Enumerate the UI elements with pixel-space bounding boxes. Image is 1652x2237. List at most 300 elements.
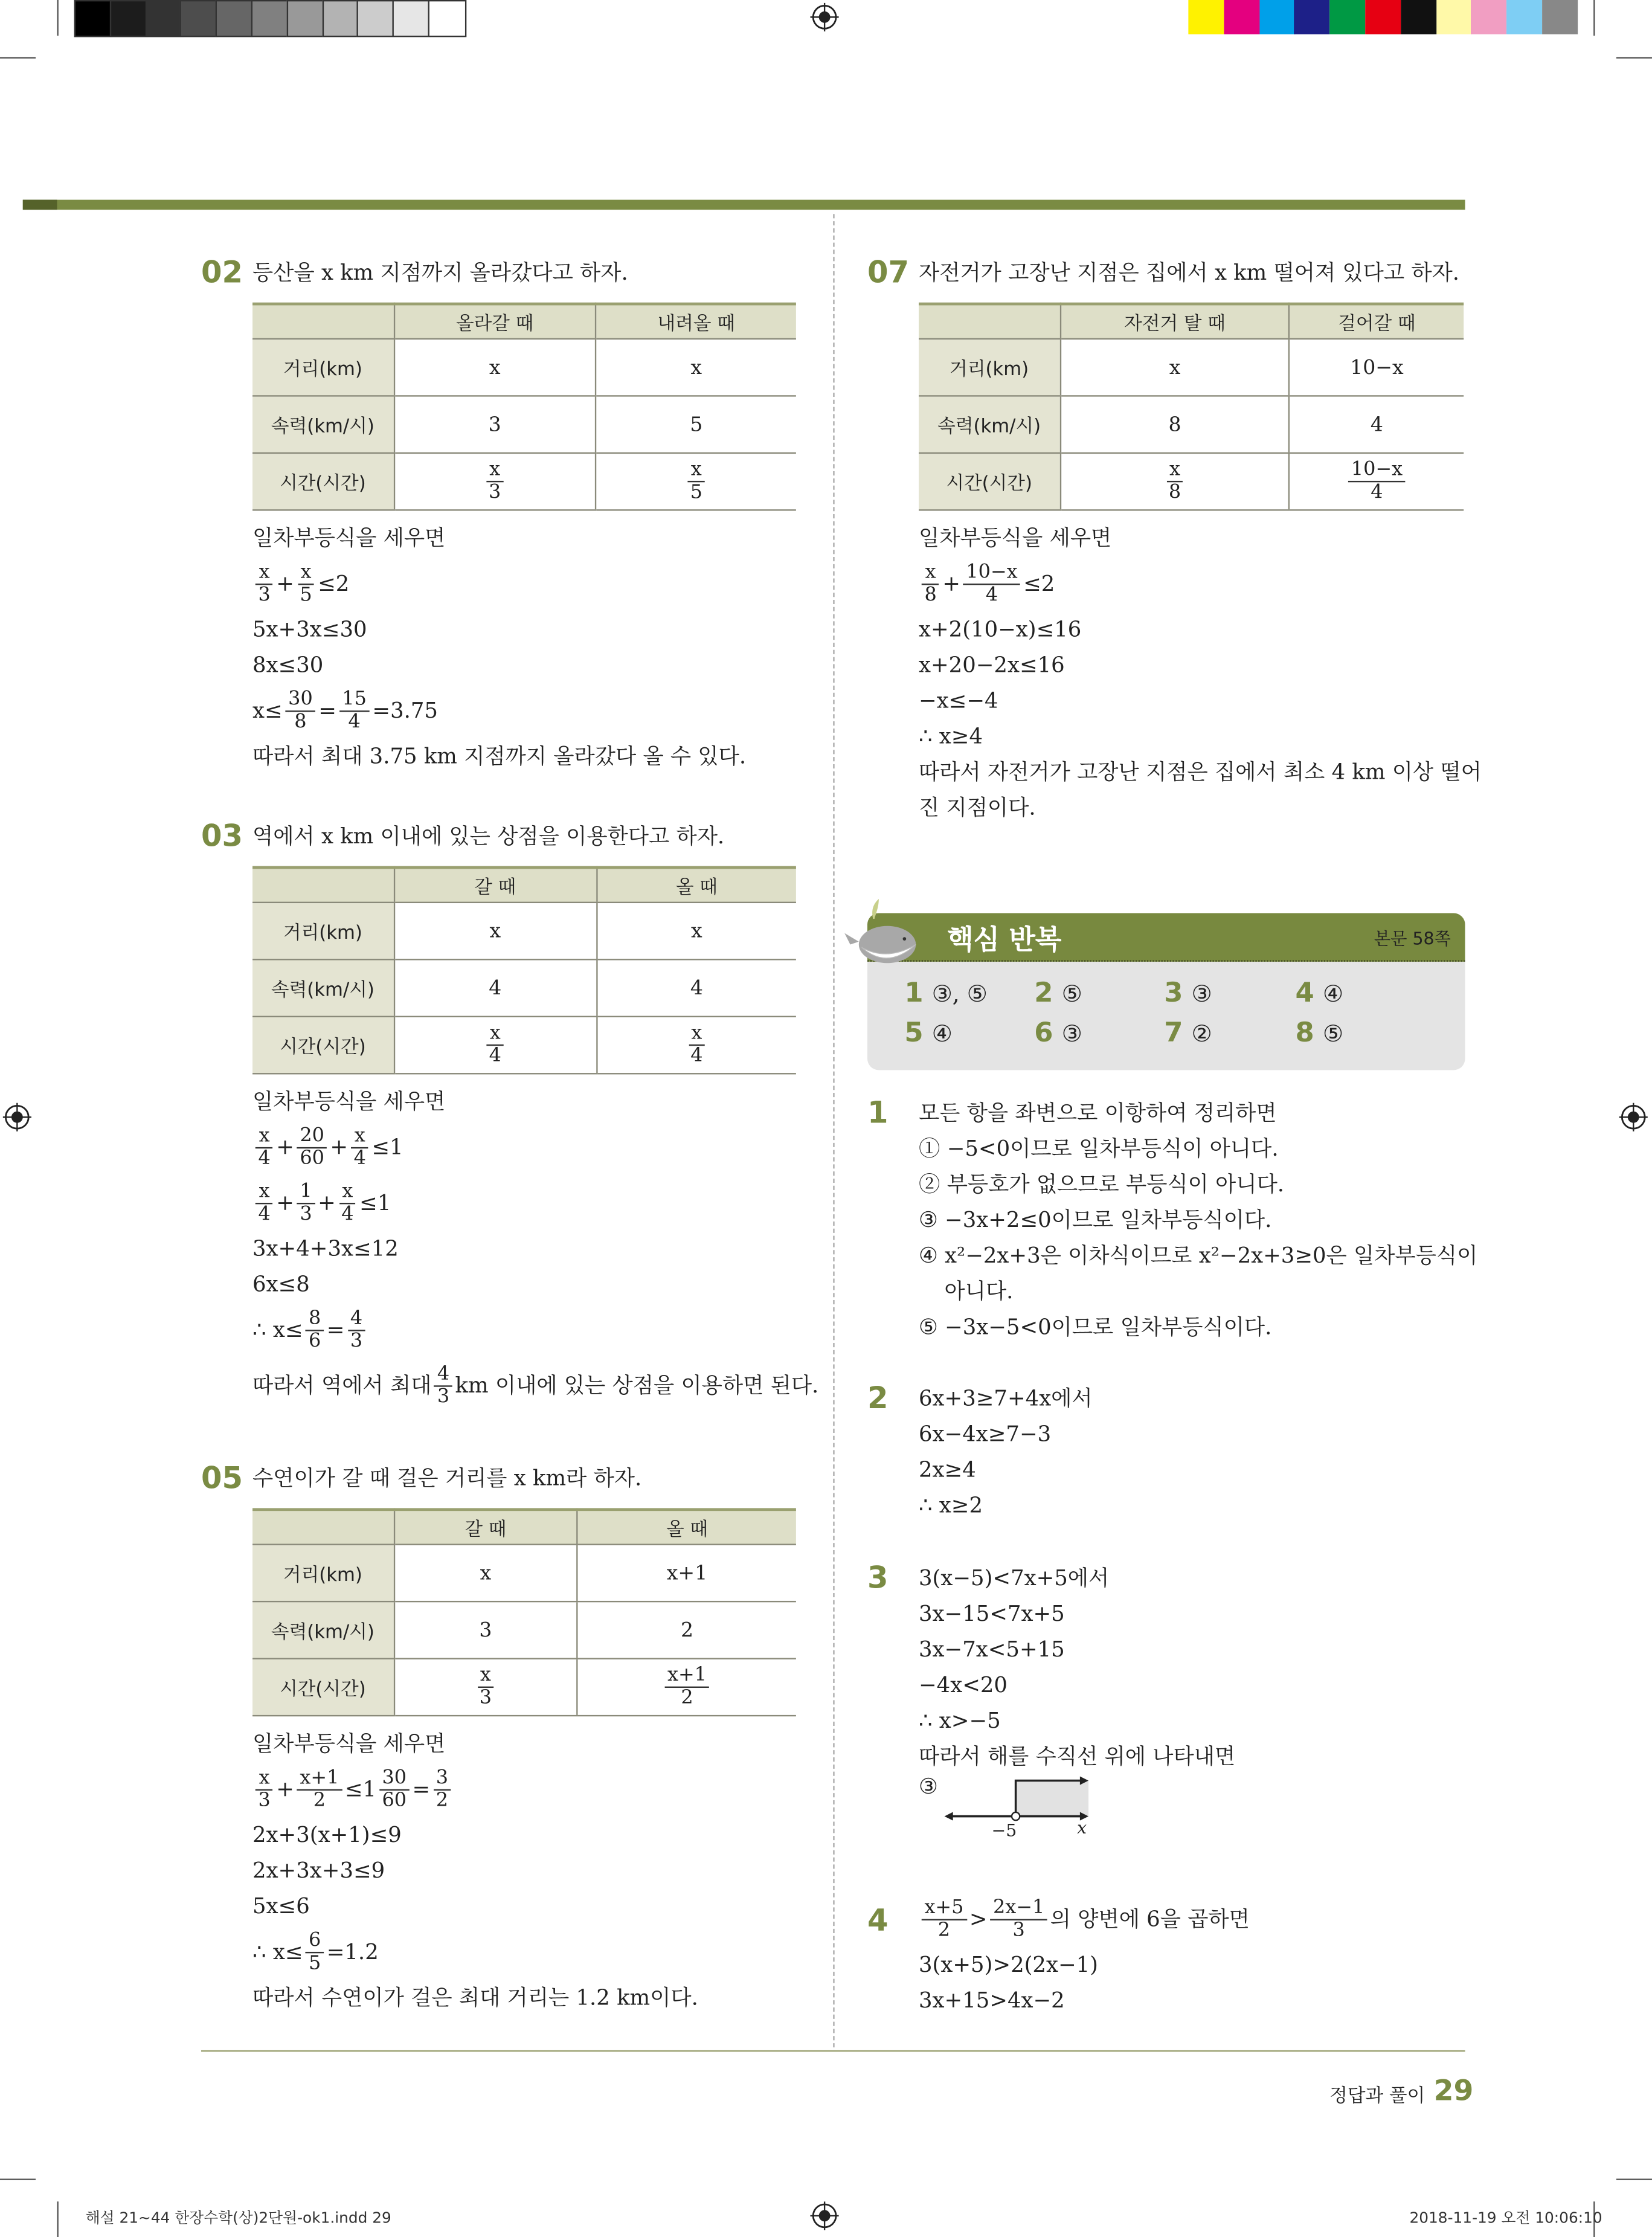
math-text: x+20−2x≤16 [918,652,1065,678]
math-text: 일차부등식을 세우면 [252,1089,446,1115]
color-swatch [1330,0,1366,34]
row-label: 거리(km) [919,339,1061,396]
answer-number: 1 [904,977,924,1009]
math-text: =1.2 [326,1939,379,1965]
row-label: 시간(시간) [919,453,1061,510]
solution-steps [919,1561,1235,1775]
answer-choice: ④ [931,1020,953,1048]
gray-swatch [109,0,148,37]
math-text: 모든 항을 좌변으로 이항하여 정리하면 [918,1099,1277,1126]
math-text: 3x−15<7x+5 [918,1600,1065,1627]
numerator: x+1 [297,1768,342,1791]
footer-label: 정답과 풀이 [1329,2085,1425,2108]
fraction [297,1182,315,1226]
table-row [252,903,796,959]
solution-line [919,683,1482,719]
math-text: 2x+3x+3≤9 [252,1858,385,1884]
answer-choice: ⑤ [1061,980,1082,1008]
problem-number: 03 [201,819,243,854]
fraction [256,562,274,607]
solution-line [919,1203,1477,1238]
registration-mark-icon [1619,1103,1648,1131]
problem-setup: 등산을 x km 지점까지 올라갔다고 하자. [252,259,628,286]
numerator: 30 [285,689,315,712]
crop-mark [1616,2178,1652,2180]
denominator: 3 [489,480,501,504]
numerator: x [486,459,503,482]
fraction [285,689,315,733]
gray-swatch [74,0,113,37]
denominator: 8 [924,583,937,607]
solution-line [919,612,1482,648]
problem-number: 2 [867,1381,889,1415]
problem-number: 07 [867,255,910,290]
solution-line [919,1892,1250,1948]
fraction [256,1768,274,1812]
answer-choice: ③ [1191,980,1212,1008]
numerator: x [477,1665,493,1688]
solution-line [919,648,1482,683]
table-row [252,1659,796,1716]
column-header: 걸어갈 때 [1290,304,1464,339]
math-text: 아니다. [944,1278,1014,1304]
solution-line [919,1417,1093,1452]
denominator: 3 [479,1686,492,1710]
registration-mark-icon [811,2201,839,2230]
row-label: 거리(km) [252,339,394,396]
denominator: 3 [1012,1919,1025,1942]
math-text: ∴ x>−5 [918,1708,1001,1734]
solution-line [252,1925,698,1980]
column-header: 갈 때 [394,1510,577,1545]
solution-line [252,739,746,774]
denominator: 3 [350,1330,363,1353]
math-text: x+2(10−x)≤16 [918,616,1082,642]
math-text: 3x+15>4x−2 [918,1987,1065,2013]
table-row [919,396,1464,452]
solution-line [252,1176,818,1231]
column-header [252,304,394,339]
table-header-row [252,304,796,339]
numerator: x [339,1182,356,1205]
math-text: + [942,570,960,597]
answer-choice: ④ [1322,980,1343,1008]
color-swatch [1365,0,1401,34]
gray-swatch [322,0,361,37]
math-text: = [318,697,336,724]
color-swatch [1507,0,1543,34]
denominator: 3 [258,583,271,607]
solution-line [919,521,1482,556]
solution-line [252,612,746,648]
math-text: + [276,1189,294,1216]
data-table [252,1508,796,1716]
fraction [347,1308,365,1353]
table-row [252,959,796,1016]
answer-choice: ⑤ [1322,1020,1343,1048]
denominator: 5 [690,480,702,504]
answer-number: 3 [1164,977,1183,1009]
color-swatch [1436,0,1471,34]
math-text: 2x+3(x+1)≤9 [252,1822,402,1848]
solution-region [1016,1781,1088,1817]
fraction [339,1182,357,1226]
math-text: ∴ x≥2 [918,1492,983,1518]
solution-line [252,648,746,683]
math-text: x [489,356,501,379]
math-text: 4 [1370,413,1383,436]
fraction [486,459,504,503]
axis-label: x [1077,1817,1087,1838]
solution-steps [919,1096,1477,1345]
denominator: 2 [435,1789,449,1812]
solution-line [919,1597,1235,1632]
table-cell [394,959,597,1016]
column-header: 갈 때 [394,867,597,903]
math-text: 5 [690,413,703,436]
gray-swatch [145,0,184,37]
math-text: =3.75 [372,697,438,724]
denominator: 4 [985,583,998,607]
fraction [922,1897,966,1942]
solution-line [919,1632,1235,1668]
numerator: 10−x [963,562,1021,585]
choice-label: ③ [918,1773,938,1800]
fraction [306,1308,324,1353]
math-text: + [276,1776,294,1802]
fraction [434,1364,452,1408]
math-text: 일차부등식을 세우면 [252,1730,446,1757]
row-label: 속력(km/시) [919,396,1061,452]
fraction [256,1182,274,1226]
math-text: 2x≥4 [918,1456,976,1482]
answer-number: 4 [1295,977,1314,1009]
table-cell [394,903,597,959]
answer-item [1034,977,1082,1009]
table-cell [596,396,795,452]
denominator: 4 [353,1147,366,1170]
denominator: 5 [308,1951,321,1975]
table-row [919,453,1464,510]
row-label: 속력(km/시) [252,959,394,1016]
answer-number: 5 [904,1017,924,1049]
math-text: 의 양변에 6을 곱하면 [1050,1906,1250,1932]
solution-line [919,1668,1235,1704]
color-swatch [1259,0,1295,34]
table-cell [596,339,795,396]
fraction [922,562,940,607]
math-text: ≤1 [371,1134,403,1160]
solution-line [252,1120,818,1176]
solution-line [919,1948,1250,1983]
denominator: 4 [489,1044,501,1067]
solution-steps [919,1892,1250,2019]
solution-steps [919,1381,1093,1524]
column-header: 올라갈 때 [394,304,596,339]
math-text: x [489,919,501,942]
row-label: 시간(시간) [252,1017,394,1073]
fraction [687,1023,705,1067]
table-header-row [919,304,1464,339]
math-text: ② 부등호가 없으므로 부등식이 아니다. [918,1171,1285,1197]
answer-choice: ③ [1061,1020,1082,1048]
math-text: + [276,1134,294,1160]
row-label: 시간(시간) [252,453,394,510]
math-text: 6x≤8 [252,1271,310,1297]
numerator: x [922,562,939,585]
math-text: 8 [1168,413,1181,436]
table-cell [394,339,596,396]
problem-number: 4 [867,1903,889,1938]
math-text: x [480,1561,492,1585]
math-text: = [412,1776,431,1802]
math-text: 따라서 해를 수직선 위에 나타내면 [918,1743,1236,1769]
color-swatch [1224,0,1259,34]
solution-line [252,556,746,612]
math-text: + [318,1189,336,1216]
table-cell [577,1545,796,1601]
color-swatch [1401,0,1436,34]
answer-item [1164,1017,1212,1049]
numerator: x [352,1125,368,1148]
math-text: x≤ [252,697,283,724]
denominator: 3 [258,1789,271,1812]
math-text: 5x≤6 [252,1893,310,1919]
solution-line [919,1310,1477,1345]
table-cell [1061,396,1290,452]
numerator: x [256,1768,272,1791]
solution-line [919,1561,1235,1597]
fraction [486,1023,504,1067]
math-text: x [691,919,702,942]
table-cell [1061,339,1290,396]
table-row [252,339,796,396]
math-text: −x≤−4 [918,687,998,713]
footer-rule [201,2050,1465,2052]
solution-line [919,1739,1235,1775]
column-header: 올 때 [577,1510,796,1545]
solution-line [252,1267,818,1302]
math-text: 따라서 역에서 최대 [252,1373,432,1399]
denominator: 2 [313,1789,326,1812]
problem-setup: 역에서 x km 이내에 있는 상점을 이용한다고 하자. [252,823,725,849]
math-text: > [969,1906,988,1932]
math-text: ③ −3x+2≤0이므로 일차부등식이다. [918,1207,1272,1233]
answer-number: 8 [1295,1017,1314,1049]
header-rule [23,200,1465,210]
denominator: 3 [300,1202,312,1226]
table-cell [394,1601,577,1658]
table-cell [394,453,596,510]
solution-steps [252,521,746,774]
denominator: 8 [294,710,307,733]
fraction [339,689,370,733]
review-answers-box [867,913,1465,1070]
math-text: + [276,570,294,597]
numerator: 8 [306,1308,324,1331]
solution-line [919,1983,1250,2019]
answer-item [904,977,987,1009]
answer-item [1164,977,1212,1009]
math-text: ∴ x≥4 [918,723,983,749]
solution-line [919,1704,1235,1739]
math-text: ≤1 [344,1776,377,1802]
fraction [297,1768,342,1812]
table-header-row [252,1510,796,1545]
fraction [1348,459,1406,503]
fraction [990,1897,1047,1942]
fraction [687,459,705,503]
column-header: 내려올 때 [596,304,795,339]
numerator: x+1 [664,1665,709,1688]
math-text: ④ x²−2x+3은 이차식이므로 x²−2x+3≥0은 일차부등식이 [918,1243,1478,1269]
answer-item [1034,1017,1082,1049]
table-cell [394,1659,577,1716]
numerator: 2x−1 [990,1897,1047,1920]
solution-line [919,1381,1093,1417]
problem-setup: 수연이가 갈 때 걸은 거리를 x km라 하자. [252,1465,642,1492]
column-header [252,867,394,903]
math-text: 진 지점이다. [918,794,1036,821]
table-cell [577,1601,796,1658]
math-text: ∴ x≤ [252,1939,303,1965]
denominator: 3 [437,1385,450,1409]
table-row [252,1017,796,1073]
row-label: 거리(km) [252,1545,394,1601]
problem-number: 3 [867,1560,889,1595]
table-row [252,453,796,510]
math-text: 따라서 자전거가 고장난 지점은 집에서 최소 4 km 이상 떨어 [918,759,1482,785]
solution-line [919,1452,1093,1488]
solution-line [252,1853,698,1889]
problem-number: 02 [201,255,243,290]
numerator: x+5 [922,1897,966,1920]
denominator: 4 [348,710,361,733]
table-cell [597,1017,796,1073]
math-text: km 이내에 있는 상점을 이용하면 된다. [455,1373,819,1399]
math-text: ≤2 [1023,570,1055,597]
solution-line [252,1302,818,1358]
solution-line [919,755,1482,790]
solution-line [252,1727,698,1762]
answer-number: 6 [1034,1017,1053,1049]
fraction [1166,459,1184,503]
whale-icon [844,899,924,967]
row-label: 거리(km) [252,903,394,959]
math-text: 따라서 수연이가 걸은 최대 거리는 1.2 km이다. [252,1984,698,2010]
math-text: = [326,1316,345,1343]
crop-mark [57,0,58,36]
math-text: 4 [489,976,502,1000]
fraction [297,562,315,607]
table-cell [1290,396,1464,452]
table-cell [1290,453,1464,510]
table-cell [1290,339,1464,396]
numerator: 20 [297,1125,327,1148]
table-cell [394,1545,577,1601]
denominator: 60 [382,1789,407,1812]
numerator: x [487,1023,503,1046]
gray-swatch [216,0,254,37]
math-text: ≤2 [318,570,350,597]
denominator: 4 [258,1202,271,1226]
numerator: 30 [379,1768,410,1791]
gray-swatch [181,0,219,37]
denominator: 6 [308,1330,321,1353]
solution-line [919,1096,1477,1131]
fraction [963,562,1021,607]
solution-line [252,683,746,739]
fraction [306,1931,324,1975]
table-cell [577,1659,796,1716]
crop-mark [1616,57,1652,58]
solution-line [252,1762,698,1818]
numerator: 10−x [1348,459,1406,482]
solution-line [252,1818,698,1853]
table-row [252,1545,796,1601]
slug-datetime: 2018-11-19 오전 10:06:10 [1409,2210,1602,2227]
math-text: ① −5<0이므로 일차부등식이 아니다. [918,1135,1279,1162]
header-rule-tab [23,200,57,210]
table-cell [394,1017,597,1073]
table-cell [597,959,796,1016]
numerator: x [256,1182,272,1205]
row-label: 속력(km/시) [252,1601,394,1658]
column-divider [833,214,834,2047]
crop-mark [0,2178,36,2180]
math-text: 6x−4x≥7−3 [918,1421,1052,1447]
solution-line [919,1238,1477,1274]
data-table [252,303,796,511]
denominator: 8 [1168,480,1181,504]
crop-mark [1593,0,1595,36]
number-line-diagram [942,1775,1099,1846]
column-header [252,1510,394,1545]
fraction [351,1125,369,1170]
color-swatch [1188,0,1224,34]
math-text: 일차부등식을 세우면 [918,525,1112,551]
solution-line [919,556,1482,612]
math-text: 3(x−5)<7x+5에서 [918,1565,1110,1591]
math-text: 8x≤30 [252,652,324,678]
fraction [297,1125,327,1170]
gray-swatch [251,0,290,37]
numerator: 1 [297,1182,315,1205]
row-label: 시간(시간) [252,1659,394,1716]
solution-line [919,1274,1477,1310]
table-header-row [252,867,796,903]
table-cell [1061,453,1290,510]
registration-mark-icon [811,3,839,31]
solution-steps [252,1727,698,2016]
problem-number: 05 [201,1461,243,1496]
math-text: x [690,356,702,379]
math-text: ≤1 [359,1189,391,1216]
solution-line [919,1167,1477,1203]
math-text: 2 [680,1618,694,1642]
color-swatch [1542,0,1578,34]
numerator: x [256,1125,272,1148]
column-header: 올 때 [597,867,796,903]
solution-line [252,1889,698,1925]
fraction [433,1768,451,1812]
solution-line [252,521,746,556]
answer-choice: ③, ⑤ [931,980,988,1008]
table-row [252,1601,796,1658]
table-row [252,396,796,452]
numerator: 15 [339,689,370,712]
math-text: 10−x [1350,356,1404,379]
